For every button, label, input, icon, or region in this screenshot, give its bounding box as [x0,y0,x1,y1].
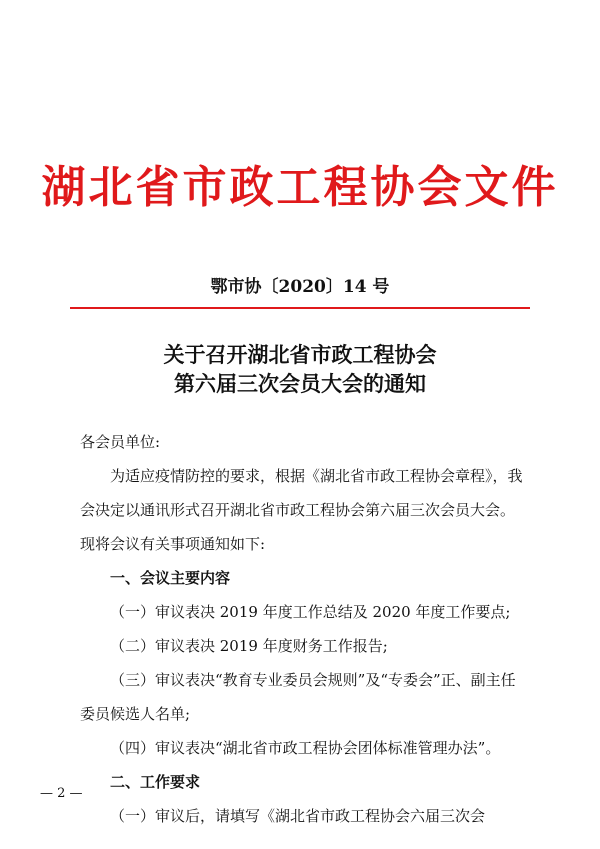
requirement-item-1: （一）审议后，请填写《湖北省市政工程协会六届三次会 [110,807,486,825]
document-masthead: 湖北省市政工程协会文件 [41,162,559,213]
notice-title [0,340,600,398]
notice-body [80,425,528,833]
notice-title-line-1: 关于召开湖北省市政工程协会 [163,342,437,367]
section-heading-meeting-content: 一、会议主要内容 [110,569,231,587]
agenda-item-2: （二）审议表决 2019 年度财务工作报告; [110,637,388,655]
section-heading-work-requirements: 二、工作要求 [110,773,201,791]
notice-title-line-2: 第六届三次会员大会的通知 [174,371,426,396]
salutation: 各会员单位: [80,433,161,451]
document-number: 鄂市协〔2020〕14 号 [210,277,390,297]
red-divider-rule [70,307,530,309]
page-number: — 2 — [40,786,83,801]
agenda-item-3: （三）审议表决“教育专业委员会规则”及“专委会”正、副主任委员候选人名单; [80,671,516,723]
agenda-item-4: （四）审议表决“湖北省市政工程协会团体标准管理办法”。 [110,739,501,757]
intro-paragraph: 为适应疫情防控的要求，根据《湖北省市政工程协会章程》，我会决定以通讯形式召开湖北省市政工程协会第六届三次会员大会。现将会议有关事项通知如下: [80,467,523,553]
agenda-item-1: （一）审议表决 2019 年度工作总结及 2020 年度工作要点; [110,603,511,621]
